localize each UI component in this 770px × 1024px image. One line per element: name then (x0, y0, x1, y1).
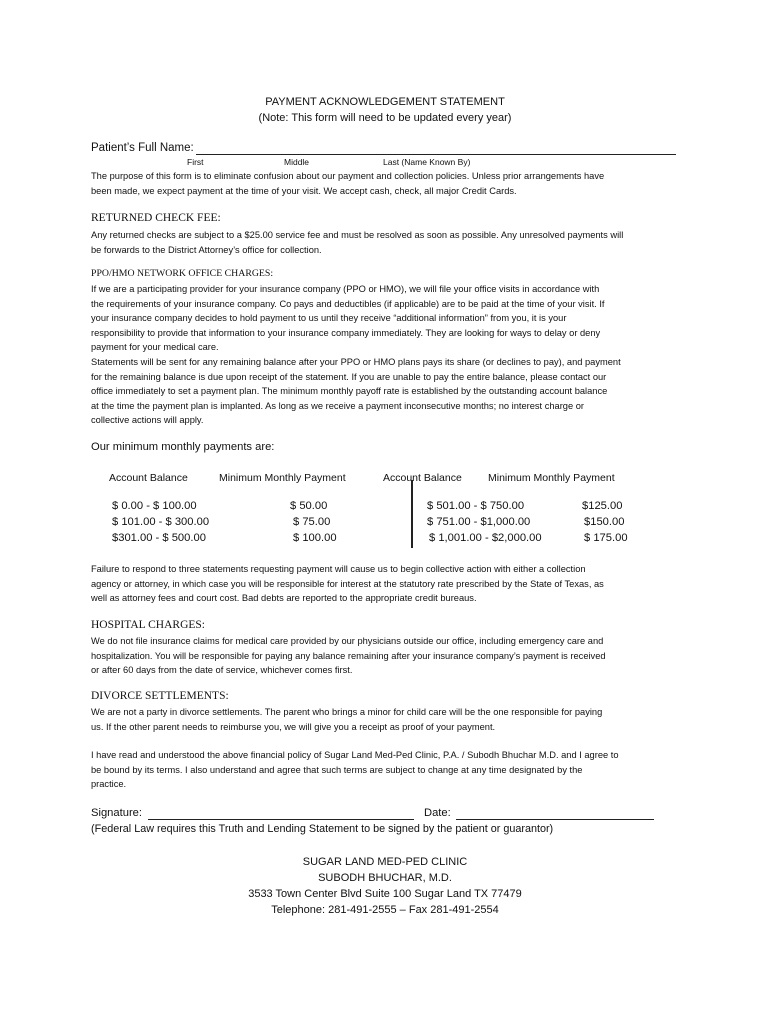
doctor-name: SUBODH BHUCHAR, M.D. (318, 872, 452, 884)
payment-cell: $125.00 (582, 500, 623, 512)
payment-cell: $ 175.00 (584, 532, 628, 544)
hospital-charges-heading: HOSPITAL CHARGES: (91, 619, 205, 631)
balance-cell: $ 1,001.00 - $2,000.00 (429, 532, 542, 544)
table-row (112, 532, 209, 548)
text-line: well as attorney fees and court cost. Bad debts are reported to the appropriate credit bureaus. (91, 593, 477, 604)
payment-cell: $ 100.00 (293, 532, 337, 544)
text-line: hospitalization. You will be responsible for paying any balance remaining after your insurance company’s payment is received (91, 650, 606, 661)
balance-cell: $301.00 - $ 500.00 (112, 532, 206, 544)
payment-column-right (582, 500, 628, 548)
table-divider (411, 480, 413, 548)
col-account-balance-left: Account Balance (109, 472, 188, 484)
table-row (112, 516, 209, 532)
text-line: or after 60 days from the date of service, whichever comes first. (91, 665, 353, 676)
patient-name-field[interactable] (196, 142, 676, 155)
payment-cell: $150.00 (584, 516, 625, 528)
form-subtitle: (Note: This form will need to be updated every year) (258, 112, 512, 124)
date-field[interactable] (456, 808, 654, 820)
text-line: be forwards to the District Attorney’s office for collection. (91, 244, 322, 255)
text-line: We are not a party in divorce settlements. The parent who brings a minor for child care will be the one responsible for paying (91, 707, 603, 717)
text-line: practice. (91, 779, 127, 790)
text-line: been made, we expect payment at the time of your visit. We accept cash, check, all major Credit Cards. (91, 185, 517, 196)
table-row (112, 500, 209, 516)
first-name-caption: First (187, 157, 204, 167)
returned-check-heading: RETURNED CHECK FEE: (91, 212, 221, 224)
text-line: I have read and understood the above financial policy of Sugar Land Med-Ped Clinic, P.A. / Subodh Bhuchar M.D. and I agree to (91, 750, 619, 760)
text-line: for the remaining balance is due upon receipt of the statement. If you are unable to pay the entire balance, please contact our (91, 371, 607, 382)
text-line: We do not file insurance claims for medical care provided by our physicians outside our office, including emergency care and (91, 636, 604, 646)
divorce-settlements-paragraph (91, 705, 602, 734)
balance-cell: $ 501.00 - $ 750.00 (427, 500, 525, 512)
balance-cell: $ 751.00 - $1,000.00 (427, 516, 531, 528)
agreement-paragraph (91, 748, 619, 792)
text-line: office immediately to set a payment plan. The minimum monthly payoff rate is established by the outstanding account balance (91, 386, 608, 397)
payment-column-left (290, 500, 337, 548)
text-line: be bound by its terms. I also understand and agree that such terms are subject to change at any time designated by the (91, 764, 583, 775)
minimum-payments-heading: Our minimum monthly payments are: (91, 441, 275, 453)
patient-name-label: Patient’s Full Name: (91, 142, 194, 154)
divorce-settlements-heading: DIVORCE SETTLEMENTS: (91, 690, 229, 702)
returned-check-paragraph (91, 228, 623, 257)
text-line: payment for your medical care. (91, 342, 219, 353)
col-minimum-payment-left: Minimum Monthly Payment (219, 472, 346, 484)
signature-note: (Federal Law requires this Truth and Lending Statement to be signed by the patient or guarantor) (91, 823, 554, 835)
clinic-footer (0, 854, 770, 918)
col-minimum-payment-right: Minimum Monthly Payment (488, 472, 615, 484)
payment-cell: $ 75.00 (293, 516, 331, 528)
text-line: agency or attorney, in which case you will be responsible for interest at the statutory rate prescribed by the State of Texas, as (91, 578, 604, 589)
last-name-caption: Last (Name Known By) (383, 157, 471, 167)
balance-cell: $ 101.00 - $ 300.00 (112, 516, 210, 528)
signature-label: Signature: (91, 807, 142, 819)
ppo-hmo-paragraph (91, 282, 621, 428)
text-line: Failure to respond to three statements requesting payment will cause us to begin collective action with either a collection (91, 564, 586, 574)
payment-table-right (427, 500, 542, 548)
ppo-hmo-heading: PPO/HMO NETWORK OFFICE CHARGES: (91, 268, 274, 279)
payment-cell: $ 50.00 (290, 500, 328, 512)
middle-name-caption: Middle (284, 157, 310, 167)
text-line: collective actions will apply. (91, 415, 204, 426)
text-line: Any returned checks are subject to a $25.00 service fee and must be resolved as soon as possible. Any unresolved payments will (91, 230, 624, 240)
text-line: Statements will be sent for any remaining balance after your PPO or HMO plans pays its share (or declines to pay), and payment (91, 356, 621, 367)
text-line: The purpose of this form is to eliminate confusion about our payment and collection policies. Unless prior arrangements have (91, 171, 605, 181)
failure-paragraph (91, 562, 604, 606)
text-line: at the time the payment plan is implanted. As long as we receive a payment inconsecutive months; no interest charge or (91, 400, 585, 411)
form-title: PAYMENT ACKNOWLEDGEMENT STATEMENT (265, 96, 505, 108)
clinic-address: 3533 Town Center Blvd Suite 100 Sugar Land TX 77479 (248, 888, 522, 900)
signature-field[interactable] (148, 808, 414, 820)
text-line: the requirements of your insurance company. Co pays and deductibles (if applicable) are to be paid at the time of your visit. If (91, 298, 605, 309)
clinic-name: SUGAR LAND MED-PED CLINIC (302, 856, 468, 868)
col-account-balance-right: Account Balance (383, 472, 462, 484)
text-line: If we are a participating provider for your insurance company (PPO or HMO), we will file your office visits in accordance with (91, 284, 600, 294)
intro-paragraph (91, 169, 604, 198)
payment-table-left (112, 500, 209, 548)
text-line: us. If the other parent needs to reimburse you, we will give you a receipt as proof of your payment. (91, 721, 496, 732)
text-line: your insurance company decides to hold payment to us until they receive “additional information” from you, it is your (91, 313, 567, 324)
balance-cell: $ 0.00 - $ 100.00 (112, 500, 197, 512)
date-label: Date: (424, 807, 451, 819)
clinic-phone-fax: Telephone: 281-491-2555 – Fax 281-491-2554 (271, 904, 499, 916)
text-line: responsibility to provide that information to your insurance company immediately. They are looking for ways to delay or deny (91, 327, 601, 338)
hospital-charges-paragraph (91, 634, 606, 678)
